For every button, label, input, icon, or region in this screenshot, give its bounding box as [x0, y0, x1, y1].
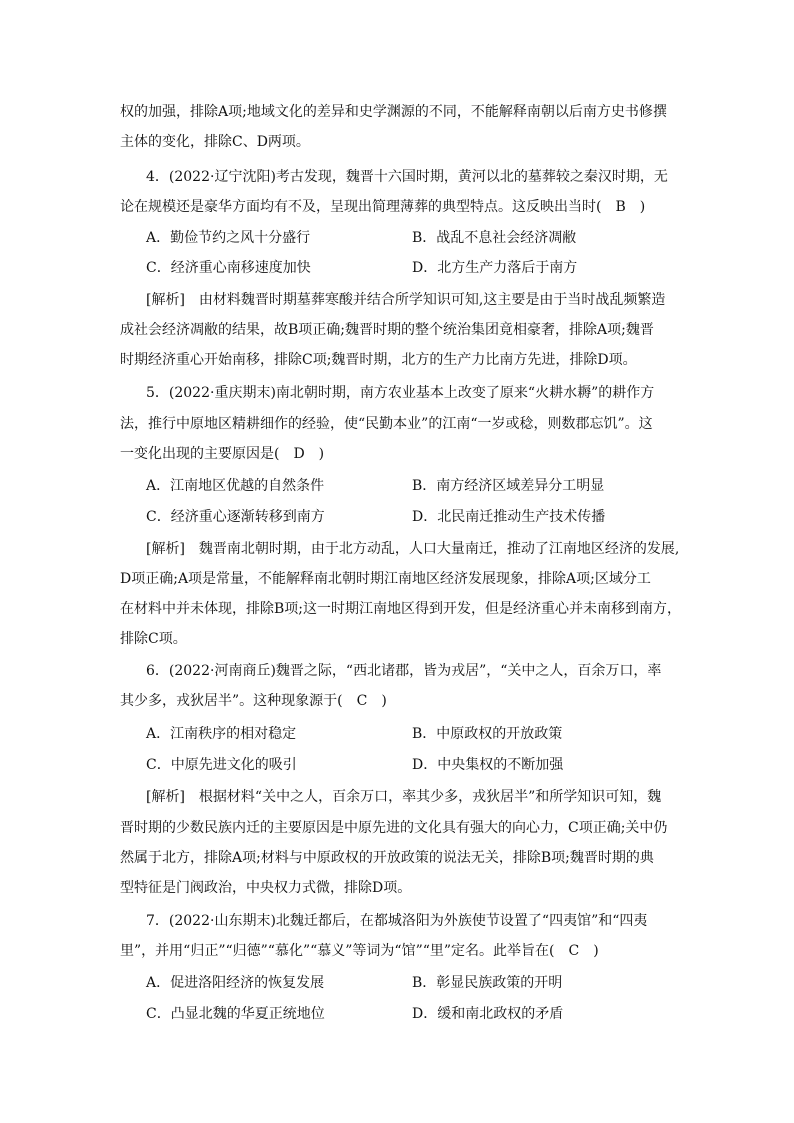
question-4-analysis: 时期经济重心开始南移，排除C项;魏晋时期，北方的生产力比南方先进，排除D项。 [120, 352, 637, 368]
question-7-stem: 里”，并用“归正”“归德”“慕化”“慕义”等词为“馆”“里”定名。此举旨在( C ) [120, 943, 599, 959]
question-4-option-d: D．北方生产力落后于南方 [412, 260, 578, 276]
question-4-stem: 4．(2022·辽宁沈阳)考古发现，魏晋十六国时期，黄河以北的墓葬较之秦汉时期，无 [146, 169, 668, 185]
question-5-option-a: A．江南地区优越的自然条件 [146, 478, 325, 494]
question-4-stem: 论在规模还是豪华方面均有不及，呈现出简理薄葬的典型特点。这反映出当时( B ) [120, 199, 646, 215]
question-7-stem: 7．(2022·山东期末)北魏迁都后，在都城洛阳为外族使节设置了“四夷馆”和“四夷 [146, 913, 648, 929]
question-5-stem: 法，推行中原地区精耕细作的经验，使“民勤本业”的江南“一岁或稔，则数郡忘饥”。这 [120, 416, 653, 432]
question-7-option-c: C．凸显北魏的华夏正统地位 [146, 1006, 325, 1022]
question-5-option-b: B．南方经济区域差异分工明显 [412, 478, 605, 494]
question-4-option-c: C．经济重心南移速度加快 [146, 260, 311, 276]
question-7-option-a: A．促进洛阳经济的恢复发展 [146, 975, 325, 991]
question-7-option-b: B．彰显民族政策的开明 [412, 975, 563, 991]
question-6-stem: 6．(2022·河南商丘)魏晋之际，“西北诸郡，皆为戎居”，“关中之人，百余万口，率 [146, 663, 662, 679]
question-7-option-d: D．缓和南北政权的矛盾 [412, 1006, 564, 1022]
question-6-analysis: 型特征是门阀政治，中央权力式微，排除D项。 [120, 880, 412, 896]
question-5-analysis: [解析] 魏晋南北朝时期，由于北方动乱，人口大量南迁，推动了江南地区经济的发展, [146, 541, 680, 557]
question-4-option-a: A．勤俭节约之风十分盛行 [146, 230, 311, 246]
analysis-text: 权的加强，排除A项;地域文化的差异和史学渊源的不同，不能解释南朝以后南方史书修撰 [120, 104, 667, 120]
question-4-analysis: [解析] 由材料魏晋时期墓葬寒酸并结合所学知识可知,这主要是由于当时战乱频繁造 [146, 292, 666, 308]
question-5-option-c: C．经济重心逐渐转移到南方 [146, 509, 325, 525]
question-6-stem: 其少多，戎狄居半”。这种现象源于( C ) [120, 693, 387, 709]
question-6-option-a: A．江南秩序的相对稳定 [146, 726, 297, 742]
question-5-stem: 5．(2022·重庆期末)南北朝时期，南方农业基本上改变了原来“火耕水耨”的耕作方 [146, 385, 655, 401]
question-5-option-d: D．北民南迁推动生产技术传播 [412, 509, 606, 525]
question-5-analysis: 在材料中并未体现，排除B项;这一时期江南地区得到开发，但是经济重心并未南移到南方， [120, 601, 682, 617]
question-6-analysis: [解析] 根据材料“关中之人，百余万口，率其少多，戎狄居半”和所学知识可知，魏 [146, 789, 662, 805]
question-4-option-b: B．战乱不息社会经济凋敝 [412, 230, 577, 246]
question-6-option-c: C．中原先进文化的吸引 [146, 757, 297, 773]
question-6-option-d: D．中央集权的不断加强 [412, 757, 564, 773]
question-6-analysis: 然属于北方，排除A项;材料与中原政权的开放政策的说法无关，排除B项;魏晋时期的典 [120, 850, 654, 866]
question-5-stem: 一变化出现的主要原因是( D ) [120, 446, 325, 462]
question-5-analysis: D项正确;A项是常量，不能解释南北朝时期江南地区经济发展现象，排除A项;区域分工 [120, 571, 651, 587]
analysis-text: 主体的变化，排除C、D两项。 [120, 134, 310, 150]
question-5-analysis: 排除C项。 [120, 631, 187, 647]
question-4-analysis: 成社会经济凋敝的结果，故B项正确;魏晋时期的整个统治集团竟相豪奢，排除A项;魏晋 [120, 322, 654, 338]
question-6-analysis: 晋时期的少数民族内迁的主要原因是中原先进的文化具有强大的向心力，C项正确;关中仍 [120, 820, 668, 836]
question-6-option-b: B．中原政权的开放政策 [412, 726, 563, 742]
